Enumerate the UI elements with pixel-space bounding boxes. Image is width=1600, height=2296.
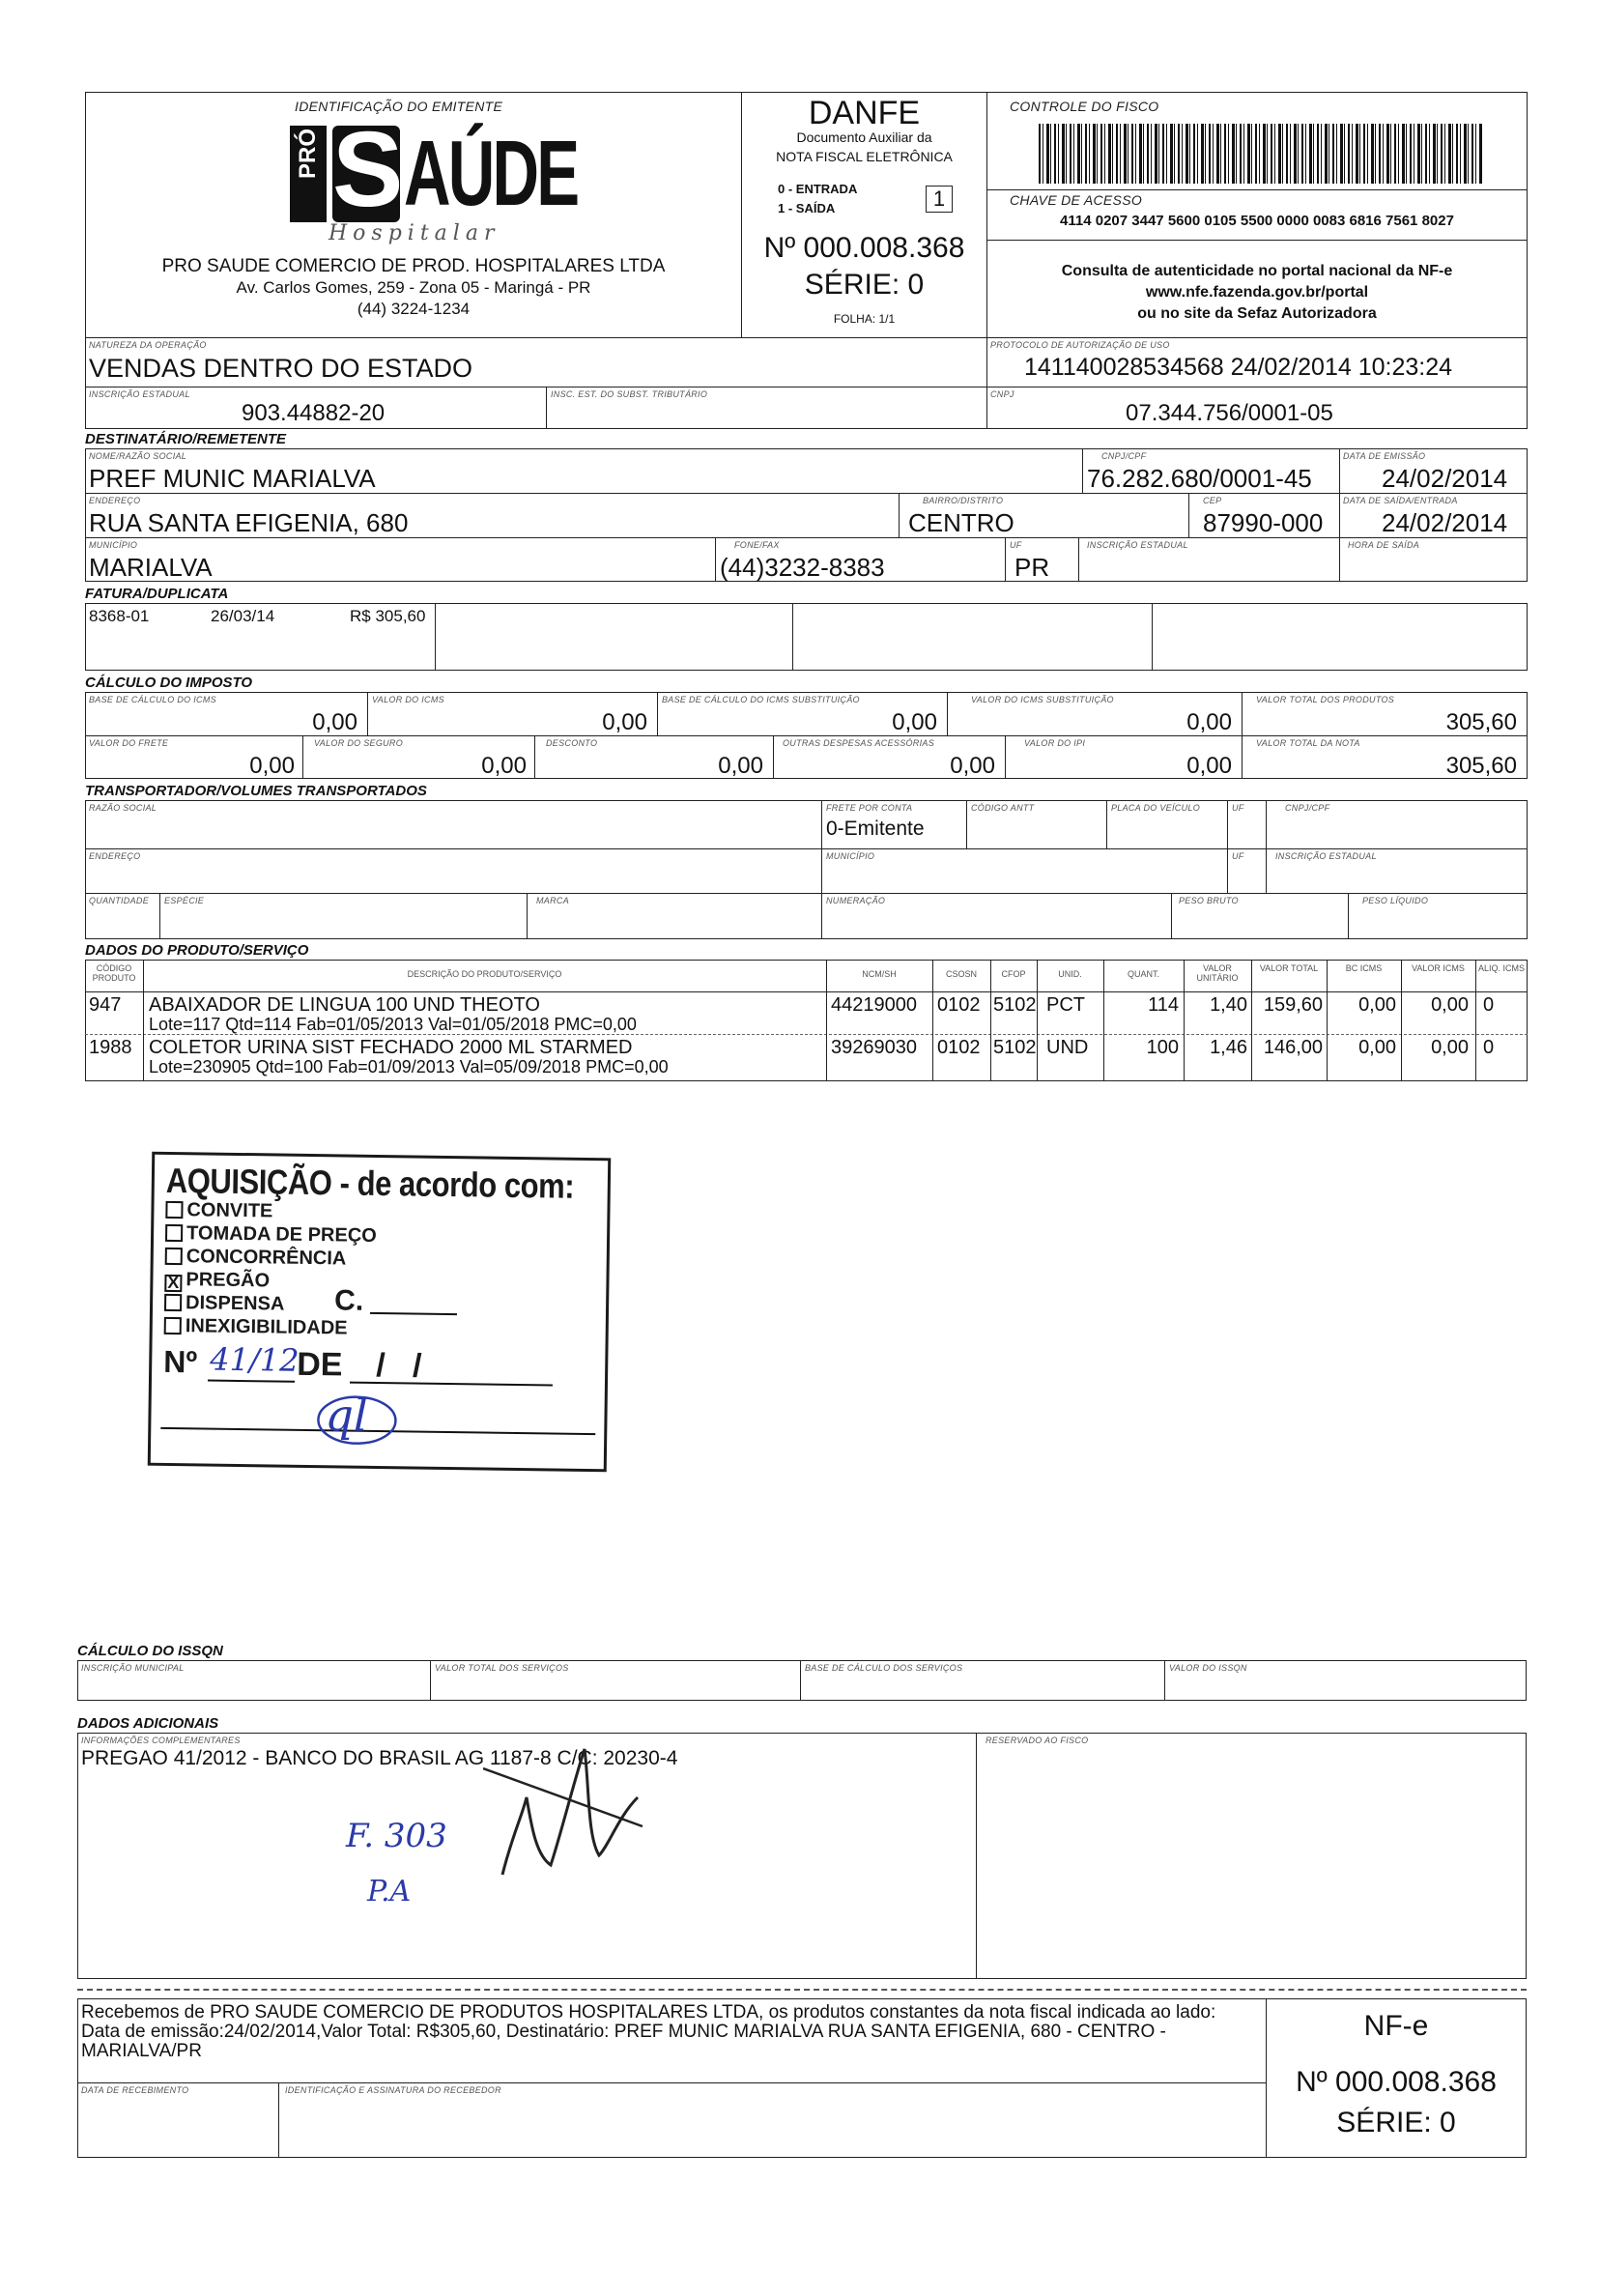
dest-saida-label: DATA DE SAÍDA/ENTRADA [1343,496,1458,505]
transp-col-antt [966,800,967,848]
fisco-divider-2 [986,240,1528,241]
th-quant: QUANT. [1127,969,1159,979]
transp-ie-label: INSCRIÇÃO ESTADUAL [1275,851,1377,861]
danfe-numero: Nº 000.008.368 [763,232,965,264]
canhoto-row-divider [77,2082,1266,2083]
transp-especie-label: ESPÉCIE [164,896,205,905]
transp-row-1 [85,848,1528,849]
dest-municipio-label: MUNICÍPIO [89,540,138,550]
logo-s-text: S [332,110,404,229]
item-codigo: 947 [89,994,122,1016]
transp-numeracao-label: NUMERAÇÃO [826,896,886,905]
stamp-date-slashes: / / [375,1346,422,1385]
item-csosn: 0102 [937,1037,981,1058]
handwritten-f303: F. 303 [346,1817,447,1855]
base-st-label: BASE DE CÁLCULO DO ICMS SUBSTITUIÇÃO [662,695,860,704]
stamp-de-label: DE [296,1345,343,1384]
cnpj-emitente-label: CNPJ [990,389,1014,399]
imp-col-3 [947,692,948,735]
emitente-label: IDENTIFICAÇÃO DO EMITENTE [295,99,503,114]
item-ncm: 44219000 [831,994,917,1016]
produtos-section: DADOS DO PRODUTO/SERVIÇO [85,942,309,959]
danfe-subtitle2: NOTA FISCAL ELETRÔNICA [776,149,953,164]
fisco-divider-1 [986,189,1528,190]
logo-pro-text: PRÓ [295,129,321,180]
transp-frete-label: FRETE POR CONTA [826,803,913,813]
canhoto-ident-label: IDENTIFICAÇÃO E ASSINATURA DO RECEBEDOR [285,2085,501,2095]
adicionais-section: DADOS ADICIONAIS [77,1715,219,1732]
adicionais-divider [976,1733,977,1979]
info-complementares-label: INFORMAÇÕES COMPLEMENTARES [81,1736,241,1745]
dest-ie-label: INSCRIÇÃO ESTADUAL [1087,540,1188,550]
canhoto-line1: Recebemos de PRO SAUDE COMERCIO DE PRODUTOS HOSPITALARES LTDA, os produtos constantes da nota fiscal indicada ao lado: [81,2002,1216,2023]
th-bc: BC ICMS [1345,963,1383,973]
transp-col-frete [821,800,822,939]
dest-endereco-value: RUA SANTA EFIGENIA, 680 [89,508,409,537]
dest-cnpj-label: CNPJ/CPF [1101,451,1147,461]
stamp-numero-handwritten: 41/12 [210,1340,300,1379]
fatura-box [85,603,1528,671]
transp-col-especie [527,893,528,939]
checkbox-convite [165,1201,183,1219]
fatura-valor: R$ 305,60 [350,607,426,625]
canhoto-line3: MARIALVA/PR [81,2041,202,2061]
outras-value: 0,00 [950,753,995,779]
stamp-option-concorrencia [165,1246,347,1270]
stamp-option-label: DISPENSA [185,1292,285,1315]
total-produtos-value: 305,60 [1445,709,1517,735]
ipi-label: VALOR DO IPI [1024,738,1086,748]
dest-col-fone [715,537,716,582]
item-vunit: 1,40 [1210,994,1247,1016]
stamp-numero-line [208,1380,295,1383]
chave-value: 4114 0207 3447 5600 0105 5500 0000 0083 6816 7561 8027 [1060,213,1454,229]
transp-col-placa [1106,800,1107,848]
fatura-numero: 8368-01 [89,607,150,625]
danfe-folha: FOLHA: 1/1 [833,312,896,326]
item-vicms: 0,00 [1431,1037,1469,1058]
transp-municipio-label: MUNICÍPIO [826,851,875,861]
company-logo [290,110,578,245]
dest-municipio-value: MARIALVA [89,553,213,582]
destinatario-section: DESTINATÁRIO/REMETENTE [85,431,287,447]
item-unid: PCT [1046,994,1085,1016]
danfe-saida: 1 - SAÍDA [778,201,836,215]
fatura-div-1 [435,603,436,671]
th-unid: UNID. [1058,969,1082,979]
item-vtotal: 159,60 [1263,994,1323,1016]
dest-cnpj-value: 76.282.680/0001-45 [1087,464,1312,493]
stamp-option-label: INEXIGIBILIDADE [185,1315,348,1339]
prod-col-aliq [1475,960,1476,1081]
transp-col-cnpj [1266,800,1267,893]
chave-label: CHAVE DE ACESSO [1010,192,1143,208]
imp-col-2 [657,692,658,735]
protocolo-label: PROTOCOLO DE AUTORIZAÇÃO DE USO [990,340,1170,350]
dest-col-bairro [899,493,900,537]
fatura-div-3 [1152,603,1153,671]
transp-col-uf [1227,800,1228,893]
imp-col-8 [1005,735,1006,779]
stamp-numero-label: Nº [163,1343,198,1380]
transp-razao-label: RAZÃO SOCIAL [89,803,157,813]
total-nota-value: 305,60 [1445,753,1517,779]
controle-label: CONTROLE DO FISCO [1010,99,1159,114]
dest-saida-value: 24/02/2014 [1382,508,1508,537]
item-unid: UND [1046,1037,1089,1058]
issqn-section: CÁLCULO DO ISSQN [77,1643,223,1659]
stamp-c-label: C. [333,1284,364,1317]
valor-icms-label: VALOR DO ICMS [372,695,444,704]
dest-nome-label: NOME/RAZÃO SOCIAL [89,451,187,461]
canhoto-data-label: DATA DE RECEBIMENTO [81,2085,189,2095]
outras-label: OUTRAS DESPESAS ACESSÓRIAS [783,738,935,748]
barcode [1039,124,1483,184]
item-csosn: 0102 [937,994,981,1016]
issqn-div-3 [1164,1660,1165,1701]
checkbox-pregao: X [164,1275,182,1292]
cut-line [77,1989,1527,1991]
transp-row-2 [85,893,1528,894]
valor-icms-value: 0,00 [602,709,647,735]
issqn-div-1 [430,1660,431,1701]
inscricao-div-2 [986,387,987,429]
fatura-div-2 [792,603,793,671]
base-st-value: 0,00 [892,709,937,735]
stamp-initials-circle [313,1392,401,1448]
consulta-line2: www.nfe.fazenda.gov.br/portal [1145,284,1369,301]
total-produtos-label: VALOR TOTAL DOS PRODUTOS [1256,695,1395,704]
th-vicms: VALOR ICMS [1412,963,1465,973]
item-cfop: 5102 [993,994,1037,1016]
canhoto-nfe: NF-e [1363,2010,1429,2042]
danfe-entrada: 0 - ENTRADA [778,182,858,196]
item-bc: 0,00 [1358,1037,1396,1058]
issqn-base-label: BASE DE CÁLCULO DOS SERVIÇOS [805,1663,963,1673]
produtos-header-line [85,991,1528,992]
stamp-title: AQUISIÇÃO - de acordo com: [165,1160,575,1206]
dest-emissao-label: DATA DE EMISSÃO [1343,451,1426,461]
reservado-fisco-label: RESERVADO AO FISCO [986,1736,1089,1745]
inscricao-div-1 [546,387,547,429]
issqn-vtotal-label: VALOR TOTAL DOS SERVIÇOS [435,1663,569,1673]
danfe-tipo-box: 1 [926,186,953,213]
issqn-valor-label: VALOR DO ISSQN [1169,1663,1247,1673]
dest-emissao-value: 24/02/2014 [1382,464,1508,493]
prod-col-vtotal [1251,960,1252,1081]
transp-marca-label: MARCA [536,896,570,905]
seguro-label: VALOR DO SEGURO [314,738,404,748]
dest-col-cnpj [1082,448,1083,493]
natureza-divider [986,337,987,387]
dest-nome-value: PREF MUNIC MARIALVA [89,464,376,493]
signature [483,1739,657,1884]
checkbox-tomada [165,1224,183,1242]
canhoto-line2: Data de emissão:24/02/2014,Valor Total: R$305,60, Destinatário: PREF MUNIC MARIALVA RUA SANTA EFIGENIA, 680 - CENTRO - [81,2022,1166,2042]
imp-col-1 [367,692,368,735]
danfe-title: DANFE [808,95,921,131]
transportador-box [85,800,1528,939]
checkbox-dispensa [164,1294,182,1311]
cnpj-emitente-value: 07.344.756/0001-05 [1126,400,1333,426]
imp-col-7 [773,735,774,779]
stamp-option-tomada [165,1222,377,1247]
imp-col-5 [302,735,303,779]
transp-placa-label: PLACA DO VEÍCULO [1111,803,1200,813]
th-codigo: CÓDIGO PRODUTO [92,963,136,983]
fatura-section: FATURA/DUPLICATA [85,586,229,602]
stamp-option-label: PREGÃO [186,1269,271,1292]
item-aliq: 0 [1483,994,1495,1016]
dest-col-cep [1188,493,1189,537]
consulta-line3: ou no site da Sefaz Autorizadora [1137,305,1377,322]
danfe-subtitle1: Documento Auxiliar da [796,129,932,145]
item-lote: Lote=230905 Qtd=100 Fab=01/09/2013 Val=05/09/2018 PMC=0,00 [149,1057,669,1076]
transp-peso-bruto-label: PESO BRUTO [1179,896,1239,905]
transp-qtd-label: QUANTIDADE [89,896,150,905]
fatura-vencimento: 26/03/14 [211,607,275,625]
ie-st-label: INSC. EST. DO SUBST. TRIBUTÁRIO [551,389,708,399]
dest-endereco-label: ENDEREÇO [89,496,141,505]
base-icms-value: 0,00 [312,709,357,735]
prod-col-vicms [1401,960,1402,1081]
protocolo-value: 141140028534568 24/02/2014 10:23:24 [1024,354,1453,381]
item-bc: 0,00 [1358,994,1396,1016]
dest-cep-label: CEP [1203,496,1222,505]
transp-endereco-label: ENDEREÇO [89,851,141,861]
item-descricao: ABAIXADOR DE LINGUA 100 UND THEOTO [149,994,540,1016]
stamp-option-pregao [164,1269,270,1294]
frete-value: 0,00 [249,753,295,779]
emitente-name: PRO SAUDE COMERCIO DE PROD. HOSPITALARES LTDA [161,256,666,276]
natureza-label: NATUREZA DA OPERAÇÃO [89,340,207,350]
natureza-value: VENDAS DENTRO DO ESTADO [89,354,473,383]
dest-col-uf [1005,537,1006,582]
item-vtotal: 146,00 [1263,1037,1323,1058]
item-descricao: COLETOR URINA SIST FECHADO 2000 ML STARMED [149,1037,633,1058]
canhoto-sig-divider [278,2082,279,2158]
transp-frete-value: 0-Emitente [826,818,925,840]
prod-col-bc [1327,960,1328,1081]
transp-uf2-label: UF [1232,851,1244,861]
stamp-option-inexigibilidade [164,1315,348,1339]
dest-fone-label: FONE/FAX [734,540,780,550]
issqn-box [77,1660,1527,1701]
item-vunit: 1,46 [1210,1037,1247,1058]
dest-bairro-label: BAIRRO/DISTRITO [923,496,1004,505]
logo-aude-text: AÚDE [404,122,578,225]
th-ncm: NCM/SH [862,969,897,979]
imposto-section: CÁLCULO DO IMPOSTO [85,674,253,691]
transp-antt-label: CÓDIGO ANTT [971,803,1035,813]
issqn-div-2 [800,1660,801,1701]
transp-cnpj-label: CNPJ/CPF [1285,803,1330,813]
dest-bairro-value: CENTRO [908,508,1014,537]
base-icms-label: BASE DE CÁLCULO DO ICMS [89,695,216,704]
valor-st-value: 0,00 [1186,709,1232,735]
handwritten-pa: P.A [367,1875,412,1909]
dest-hora-label: HORA DE SAÍDA [1348,540,1420,550]
desconto-value: 0,00 [718,753,763,779]
th-csosn: CSOSN [945,969,977,979]
stamp-c-line [370,1312,457,1315]
valor-st-label: VALOR DO ICMS SUBSTITUIÇÃO [971,695,1114,704]
seguro-value: 0,00 [481,753,527,779]
stamp-option-label: CONCORRÊNCIA [186,1246,347,1270]
dest-uf-value: PR [1014,553,1050,582]
transp-col-peso-bruto [1171,893,1172,939]
imp-col-4 [1242,692,1243,735]
th-cfop: CFOP [1001,969,1026,979]
ipi-value: 0,00 [1186,753,1232,779]
item-codigo: 1988 [89,1037,132,1058]
item-aliq: 0 [1483,1037,1495,1058]
total-nota-label: VALOR TOTAL DA NOTA [1256,738,1360,748]
stamp-option-label: TOMADA DE PREÇO [186,1222,377,1247]
transp-col-peso-liquido [1348,893,1349,939]
stamp-initials-handwritten: ql [325,1389,369,1442]
issqn-im-label: INSCRIÇÃO MUNICIPAL [81,1663,185,1673]
item-cfop: 5102 [993,1037,1037,1058]
checkbox-inexigibilidade [164,1317,182,1335]
item-ncm: 39269030 [831,1037,917,1058]
dest-uf-label: UF [1010,540,1022,550]
canhoto-numero: Nº 000.008.368 [1296,2066,1497,2098]
checkbox-concorrencia [165,1248,183,1265]
th-vtotal: VALOR TOTAL [1259,963,1319,973]
stamp-option-label: CONVITE [186,1199,273,1222]
transportador-section: TRANSPORTADOR/VOLUMES TRANSPORTADOS [85,783,427,799]
imp-col-9 [1242,735,1243,779]
dest-fone-value: (44)3232-8383 [720,553,885,582]
consulta-line1: Consulta de autenticidade no portal nacional da NF-e [1061,263,1453,279]
emitente-phone: (44) 3224-1234 [357,300,471,318]
info-complementares-value: PREGAO 41/2012 - BANCO DO BRASIL AG 1187-8 C/C: 20230-4 [81,1747,678,1769]
th-descricao: DESCRIÇÃO DO PRODUTO/SERVIÇO [407,969,562,979]
transp-col-qtd [159,893,160,939]
dest-cep-value: 87990-000 [1203,508,1324,537]
ie-label: INSCRIÇÃO ESTADUAL [89,389,190,399]
transp-peso-liquido-label: PESO LÍQUIDO [1362,896,1429,905]
th-vunit: VALOR UNITÁRIO [1196,963,1239,983]
item-vicms: 0,00 [1431,994,1469,1016]
item-quant: 114 [1148,994,1179,1016]
imp-col-6 [534,735,535,779]
logo-sub-text: Hospitalar [329,221,500,245]
item-quant: 100 [1146,1037,1179,1058]
desconto-label: DESCONTO [546,738,598,748]
frete-label: VALOR DO FRETE [89,738,169,748]
emitente-address: Av. Carlos Gomes, 259 - Zona 05 - Maringá - PR [236,278,591,297]
dest-col-emissao [1339,448,1340,582]
stamp-option-dispensa [164,1292,285,1315]
transp-uf-label: UF [1232,803,1244,813]
stamp-option-convite [165,1199,272,1222]
dest-col-ie [1078,537,1079,582]
th-aliq: ALIQ. ICMS [1477,963,1525,973]
item-lote: Lote=117 Qtd=114 Fab=01/05/2013 Val=01/05/2018 PMC=0,00 [149,1015,637,1034]
ie-value: 903.44882-20 [242,400,386,426]
acquisition-stamp [148,1152,611,1473]
canhoto-serie: SÉRIE: 0 [1336,2107,1456,2138]
danfe-serie: SÉRIE: 0 [804,269,925,301]
